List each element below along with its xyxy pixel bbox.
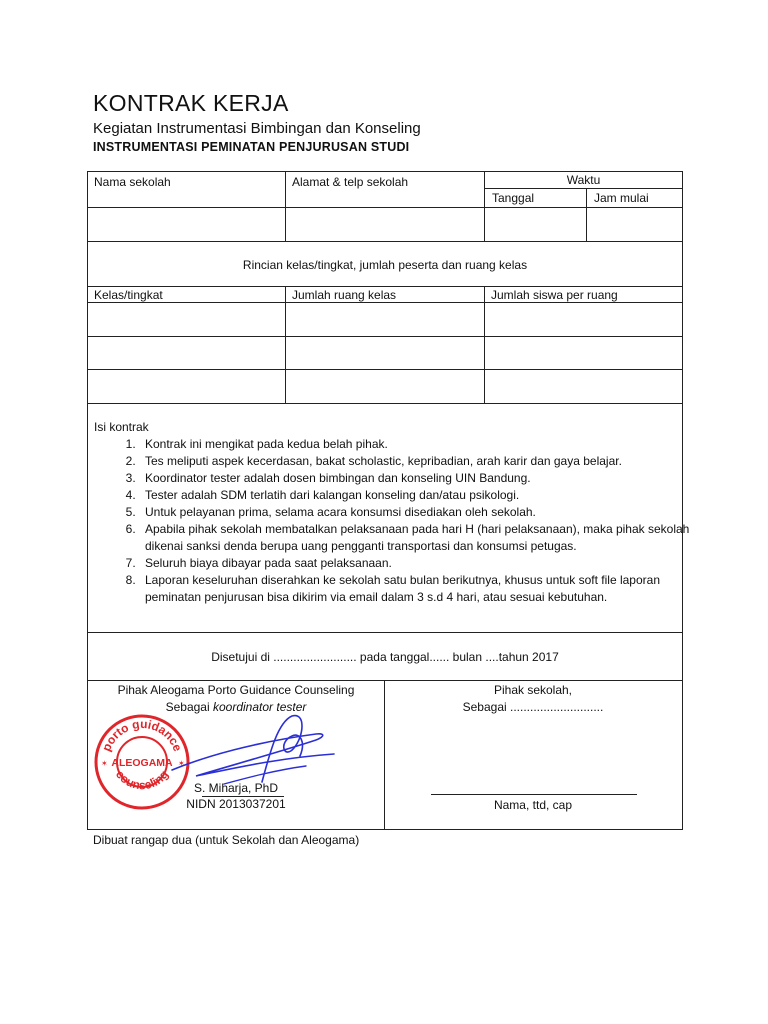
time-subheader-divider — [484, 188, 683, 189]
stamp-center-text: ALEOGAMA — [111, 757, 173, 769]
right-signature-line — [431, 794, 637, 795]
left-party-role-name: koordinator tester — [212, 700, 307, 714]
right-signature-caption: Nama, ttd, cap — [493, 798, 573, 812]
left-party-signer-name: S. Miharja, PhD — [193, 781, 279, 795]
row-divider — [88, 369, 682, 370]
header-school-address: Alamat & telp sekolah — [292, 175, 409, 189]
header-time: Waktu — [566, 173, 601, 187]
row-divider — [88, 302, 682, 303]
stamp-bottom-text: counseling — [112, 767, 172, 793]
section-divider — [88, 241, 682, 242]
right-party-title: Pihak sekolah, — [493, 683, 573, 697]
column-divider — [484, 172, 485, 241]
header-start-time: Jam mulai — [594, 191, 649, 205]
stamp-star-icon: ✶ — [101, 759, 108, 768]
header-room-count: Jumlah ruang kelas — [292, 288, 397, 302]
rincian-title: Rincian kelas/tingkat, jumlah peserta dan ruang kelas — [242, 258, 528, 272]
document-subtitle: Kegiatan Instrumentasi Bimbingan dan Konseling — [93, 120, 421, 137]
contract-terms-list — [88, 436, 699, 606]
contract-form — [87, 171, 690, 830]
section-divider — [88, 632, 682, 633]
contract-term: 4. Tester adalah SDM terlatih dari kalangan konseling dan/atau psikologi. — [139, 487, 699, 504]
stamp-star-icon: ✶ — [178, 759, 185, 768]
contract-term: 1. Kontrak ini mengikat pada kedua belah pihak. — [139, 436, 699, 453]
section-divider — [88, 680, 682, 681]
header-row-divider — [88, 207, 682, 208]
row-divider — [88, 336, 682, 337]
column-divider — [586, 188, 587, 241]
section-divider — [88, 403, 682, 404]
agreement-text: Disetujui di ......................... pada tanggal...... bulan ....tahun 2017 — [211, 650, 559, 664]
section-divider — [88, 286, 682, 287]
left-party-role-prefix: Sebagai — [165, 700, 213, 714]
document-title: KONTRAK KERJA — [93, 90, 289, 116]
column-divider — [285, 172, 286, 241]
contract-term: 8. Laporan keseluruhan diserahkan ke sekolah satu bulan berikutnya, khusus untuk soft file laporan peminatan penjurusan bisa dikirim via email dalam 3 s.d 4 hari, atau sesuai kebutuhan. — [139, 572, 699, 606]
column-divider — [285, 286, 286, 403]
right-party-role: Sebagai ............................ — [462, 700, 604, 714]
contract-term: 5. Untuk pelayanan prima, selama acara konsumsi disediakan oleh sekolah. — [139, 504, 699, 521]
stamp-top-text: porto guidance — [99, 716, 185, 754]
left-party-title: Pihak Aleogama Porto Guidance Counseling — [117, 683, 355, 697]
left-party-nidn: NIDN 2013037201 — [186, 797, 286, 811]
column-divider — [484, 286, 485, 403]
contract-term: 3. Koordinator tester adalah dosen bimbingan dan konseling UIN Bandung. — [139, 470, 699, 487]
header-date: Tanggal — [492, 191, 535, 205]
contract-term: 6. Apabila pihak sekolah membatalkan pelaksanaan pada hari H (hari pelaksanaan), maka pihak sekolah dikenai sanksi denda berupa uang pengganti transportasi dan konsumsi petugas. — [139, 521, 699, 555]
contract-term: 2. Tes meliputi aspek kecerdasan, bakat scholastic, kepribadian, arah karir dan gaya belajar. — [139, 453, 699, 470]
document-subtitle-secondary: INSTRUMENTASI PEMINATAN PENJURUSAN STUDI — [93, 140, 410, 154]
contract-term: 7. Seluruh biaya dibayar pada saat pelaksanaan. — [139, 555, 699, 572]
header-school-name: Nama sekolah — [94, 175, 171, 189]
contract-terms-title: Isi kontrak — [94, 420, 149, 434]
header-class-level: Kelas/tingkat — [94, 288, 163, 302]
header-students-per-room: Jumlah siswa per ruang — [491, 288, 618, 302]
footer-note: Dibuat rangap dua (untuk Sekolah dan Aleogama) — [93, 833, 360, 847]
